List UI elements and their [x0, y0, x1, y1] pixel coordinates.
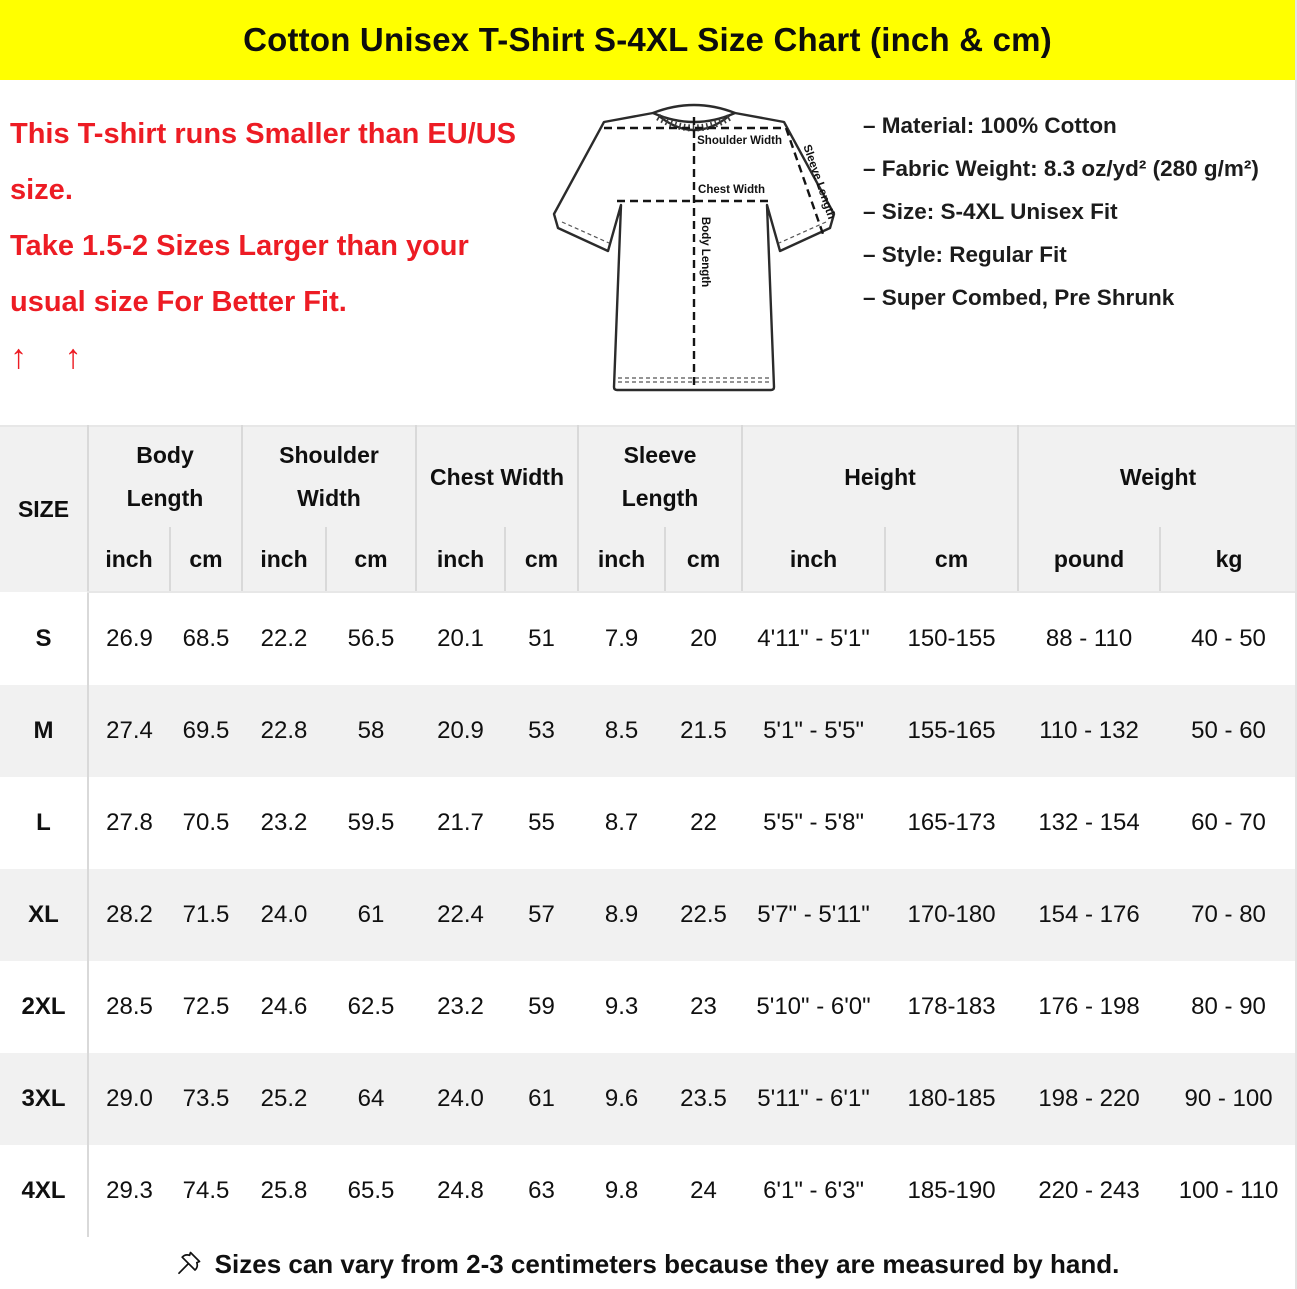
spec-item: – Super Combed, Pre Shrunk [863, 285, 1175, 310]
value-cell: 88 - 110 [1045, 625, 1133, 652]
column-group-label-line: Body [136, 442, 194, 468]
value-cell: 28.5 [106, 993, 153, 1020]
value-cell: 9.6 [604, 1085, 639, 1112]
value-cell: 185-190 [907, 1177, 996, 1204]
unit-header: inch [242, 527, 326, 592]
value-cell: 57 [528, 901, 555, 928]
value-cell: 5'5" - 5'8" [763, 809, 864, 836]
value-cell: 24 [690, 1177, 717, 1204]
value-cell: 22 [690, 809, 717, 836]
value-cell: 72.5 [182, 993, 230, 1020]
value-cell: 22.2 [260, 625, 308, 652]
size-cell: XL [0, 869, 88, 961]
value-cell: 90 - 100 [1184, 1085, 1273, 1112]
value-cell: 155-165 [907, 717, 996, 744]
column-group-header [88, 426, 242, 527]
column-group-label-line: Length [621, 485, 699, 511]
pushpin-icon [176, 1250, 202, 1280]
value-cell: 20.1 [437, 625, 484, 652]
value-cell: 64 [357, 1085, 385, 1112]
value-cell: 198 - 220 [1038, 1085, 1140, 1112]
value-cell: 4'11" - 5'1" [757, 625, 870, 652]
value-cell: 40 - 50 [1191, 625, 1266, 652]
value-cell: 80 - 90 [1191, 993, 1266, 1020]
value-cell: 5'10" - 6'0" [756, 993, 871, 1020]
value-cell: 70 - 80 [1191, 901, 1266, 928]
value-cell: 24.6 [260, 993, 308, 1020]
value-cell: 60 - 70 [1191, 809, 1266, 836]
value-cell: 8.7 [604, 809, 639, 836]
value-cell: 71.5 [182, 901, 230, 928]
value-cell: 110 - 132 [1039, 717, 1139, 744]
value-cell: 58 [357, 717, 385, 744]
value-cell: 23.2 [437, 993, 484, 1020]
column-group-label-line: Shoulder [279, 442, 379, 468]
unit-header: cm [505, 527, 578, 592]
tshirt-outline-graphic [529, 84, 859, 414]
value-cell: 27.8 [106, 809, 153, 836]
shoulder-width-label: Shoulder Width [697, 135, 782, 147]
column-group-header [578, 426, 742, 527]
value-cell: 24.8 [437, 1177, 484, 1204]
table-group-header-row [0, 426, 1297, 527]
tshirt-collar-back [653, 105, 735, 113]
value-cell: 29.3 [106, 1177, 153, 1204]
value-cell: 21.5 [680, 717, 727, 744]
table-row [0, 777, 1297, 869]
unit-header: inch [416, 527, 505, 592]
value-cell: 56.5 [347, 625, 395, 652]
value-cell: 176 - 198 [1038, 993, 1140, 1020]
column-group-header [242, 426, 416, 527]
value-cell: 59 [528, 993, 555, 1020]
spec-item: – Fabric Weight: 8.3 oz/yd² (280 g/m²) [863, 156, 1259, 181]
value-cell: 22.4 [437, 901, 484, 928]
value-cell: 7.9 [604, 625, 639, 652]
column-group-header [742, 426, 1018, 527]
size-cell: M [0, 685, 88, 777]
footnote [0, 1237, 1295, 1289]
value-cell: 20 [690, 625, 717, 652]
notice-lines [10, 106, 525, 330]
value-cell: 23.2 [260, 809, 308, 836]
value-cell: 23 [690, 993, 717, 1020]
value-cell: 9.8 [604, 1177, 639, 1204]
value-cell: 63 [528, 1177, 555, 1204]
value-cell: 61 [528, 1085, 555, 1112]
value-cell: 68.5 [182, 625, 230, 652]
value-cell: 70.5 [182, 809, 230, 836]
page-title: Cotton Unisex T-Shirt S-4XL Size Chart (inch & cm) [243, 21, 1052, 58]
column-group-header [416, 426, 578, 527]
value-cell: 69.5 [182, 717, 230, 744]
fit-notice [10, 80, 525, 384]
value-cell: 150-155 [907, 625, 996, 652]
value-cell: 50 - 60 [1191, 717, 1266, 744]
notice-paragraph: This T-shirt runs Smaller than EU/US size. [10, 118, 516, 206]
notice-paragraph: Take 1.5-2 Sizes Larger than your usual size For Better Fit. [10, 230, 469, 318]
table-row [0, 1145, 1297, 1237]
table-row [0, 869, 1297, 961]
size-cell: S [0, 592, 88, 685]
value-cell: 8.5 [604, 717, 639, 744]
value-cell: 22.5 [680, 901, 727, 928]
spec-item: – Material: 100% Cotton [863, 113, 1117, 138]
unit-header: cm [885, 527, 1018, 592]
sleeve-length-label: Sleeve Length [800, 143, 838, 221]
value-cell: 170-180 [907, 901, 996, 928]
body-length-label: Body Length [699, 216, 711, 288]
column-group-label-line: Width [297, 485, 361, 511]
size-cell: 4XL [0, 1145, 88, 1237]
table-row [0, 592, 1297, 685]
unit-header: cm [170, 527, 242, 592]
tshirt-diagram [529, 80, 859, 419]
value-cell: 55 [528, 809, 555, 836]
chest-width-label: Chest Width [698, 184, 765, 196]
size-cell: 3XL [0, 1053, 88, 1145]
value-cell: 178-183 [907, 993, 996, 1020]
unit-header: inch [578, 527, 665, 592]
unit-header: kg [1160, 527, 1297, 592]
value-cell: 100 - 110 [1178, 1177, 1279, 1204]
value-cell: 25.8 [260, 1177, 308, 1204]
size-table [0, 425, 1297, 1237]
value-cell: 61 [357, 901, 385, 928]
size-cell: 2XL [0, 961, 88, 1053]
unit-header: cm [326, 527, 416, 592]
value-cell: 8.9 [604, 901, 639, 928]
value-cell: 132 - 154 [1038, 809, 1140, 836]
value-cell: 28.2 [106, 901, 153, 928]
intro-section [0, 80, 1295, 425]
value-cell: 73.5 [182, 1085, 230, 1112]
column-group-header [1018, 426, 1297, 527]
value-cell: 5'7" - 5'11" [757, 901, 870, 928]
value-cell: 26.9 [106, 625, 153, 652]
value-cell: 62.5 [347, 993, 395, 1020]
column-group-label-line: Length [126, 485, 204, 511]
value-cell: 180-185 [907, 1085, 996, 1112]
value-cell: 24.0 [260, 901, 308, 928]
table-row [0, 685, 1297, 777]
value-cell: 27.4 [106, 717, 153, 744]
column-group-label-line: Chest Width [430, 463, 564, 490]
value-cell: 29.0 [106, 1085, 153, 1112]
spec-item: – Size: S-4XL Unisex Fit [863, 199, 1118, 224]
up-arrows-icon: ↑ ↑ [10, 338, 96, 376]
spec-item: – Style: Regular Fit [863, 242, 1067, 267]
value-cell: 51 [528, 625, 555, 652]
value-cell: 59.5 [347, 809, 395, 836]
value-cell: 20.9 [437, 717, 484, 744]
value-cell: 154 - 176 [1038, 901, 1140, 928]
value-cell: 5'1" - 5'5" [763, 717, 864, 744]
unit-header: inch [88, 527, 170, 592]
value-cell: 23.5 [680, 1085, 727, 1112]
value-cell: 220 - 243 [1038, 1177, 1140, 1204]
table-unit-header-row [0, 527, 1297, 592]
value-cell: 9.3 [604, 993, 639, 1020]
title-banner [0, 0, 1295, 80]
column-group-label-line: Weight [1119, 463, 1197, 490]
value-cell: 165-173 [907, 809, 996, 836]
table-row [0, 1053, 1297, 1145]
specs-list [863, 80, 1283, 319]
column-group-label-line: Height [844, 463, 916, 490]
value-cell: 74.5 [182, 1177, 230, 1204]
footnote-text: Sizes can vary from 2-3 centimeters because they are measured by hand. [214, 1249, 1120, 1279]
value-cell: 22.8 [260, 717, 308, 744]
value-cell: 6'1" - 6'3" [763, 1177, 864, 1204]
column-group-label-line: Sleeve [623, 442, 697, 468]
unit-header: pound [1018, 527, 1160, 592]
size-table-body [0, 592, 1297, 1237]
value-cell: 24.0 [437, 1085, 484, 1112]
value-cell: 53 [528, 717, 555, 744]
table-row [0, 961, 1297, 1053]
unit-header: cm [665, 527, 742, 592]
value-cell: 21.7 [437, 809, 484, 836]
value-cell: 25.2 [260, 1085, 308, 1112]
value-cell: 65.5 [347, 1177, 395, 1204]
value-cell: 5'11" - 6'1" [757, 1085, 870, 1112]
unit-header: inch [742, 527, 885, 592]
size-cell: L [0, 777, 88, 869]
size-column-header: SIZE [0, 426, 88, 592]
